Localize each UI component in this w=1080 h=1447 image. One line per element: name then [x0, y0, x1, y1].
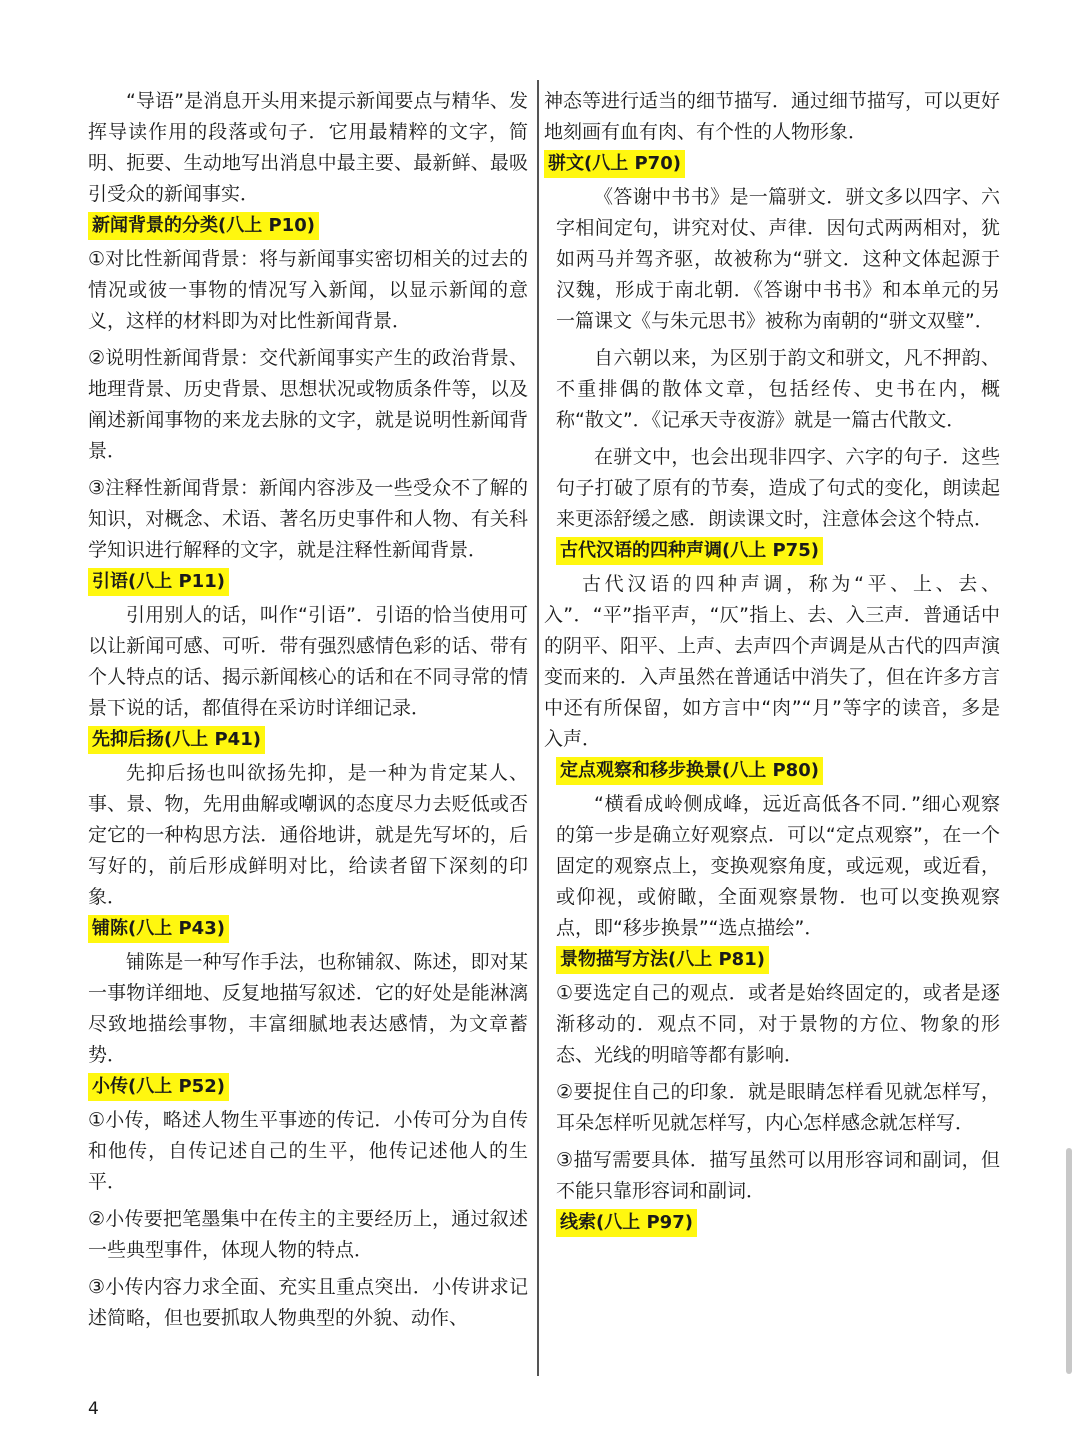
heading-news-background: 新闻背景的分类(八上 P10) [88, 212, 319, 240]
paragraph-biography-3: ③小传内容力求全面、充实且重点突出．小传讲求记述简略，但也要抓取人物典型的外貌、动作、 [88, 1276, 528, 1329]
parallel-prose-block [544, 182, 1000, 569]
heading-clue: 线索(八上 P97) [556, 1209, 697, 1237]
paragraph-scenery-3: ③描写需要具体．描写虽然可以用形容词和副词，但不能只靠形容词和副词． [556, 1149, 1000, 1202]
paragraph-four-tones: 古代汉语的四种声调，称为“平、上、去、入”．“平”指平声，“仄”指上、去、入三声．普通话中的阴平、阳平、上声、去声四个声调是从古代的四声演变而来的．入声虽然在普通话中消失了，但在许多方言中还有所保留，如方言中“肉”“月”等字的读音，多是入声． [544, 573, 1001, 750]
paragraph-bg-contrast: ①对比性新闻背景：将与新闻事实密切相关的过去的情况或彼一事物的情况写入新闻，以显示新闻的意义，这样的材料即为对比性新闻背景． [88, 248, 528, 332]
paragraph-biography-1: ①小传，略述人物生平事迹的传记．小传可分为自传和他传，自传记述自己的生平，他传记述他人的生平． [88, 1109, 528, 1193]
paragraph-quotation: 引用别人的话，叫作“引语”．引语的恰当使用可以让新闻可感、可听．带有强烈感情色彩的话、带有个人特点的话、揭示新闻核心的话和在不同寻常的情景下说的话，都值得在采访时详细记录． [88, 604, 528, 719]
left-column [88, 86, 528, 1334]
paragraph-bg-explanatory: ②说明性新闻背景：交代新闻事实产生的政治背景、地理背景、历史背景、思想状况或物质条件等，以及阐述新闻事物的来龙去脉的文字，就是说明性新闻背景． [88, 347, 528, 462]
heading-short-biography: 小传(八上 P52) [88, 1073, 229, 1101]
heading-fixed-point-observation: 定点观察和移步换景(八上 P80) [556, 757, 823, 785]
paragraph-scenery-2: ②要捉住自己的印象．就是眼睛怎样看见就怎样写，耳朵怎样听见就怎样写，内心怎样感念就怎样写． [556, 1081, 1000, 1134]
paragraph-biography-2: ②小传要把笔墨集中在传主的主要经历上，通过叙述一些典型事件，体现人物的特点． [88, 1208, 528, 1261]
paragraph-scenery-1: ①要选定自己的观点．或者是始终固定的，或者是逐渐移动的．观点不同，对于景物的方位、物象的形态、光线的明暗等都有影响． [556, 982, 1000, 1066]
heading-quotation: 引语(八上 P11) [88, 568, 229, 596]
paragraph-parallel-prose-2: 自六朝以来，为区别于韵文和骈文，凡不押韵、不重排偶的散体文章，包括经传、史书在内，概称“散文”．《记承天寺夜游》就是一篇古代散文． [556, 347, 1000, 431]
paragraph-suppress-then-praise: 先抑后扬也叫欲扬先抑，是一种为肯定某人、事、景、物，先用曲解或嘲讽的态度尽力去贬低或否定它的一种构思方法．通俗地讲，就是先写坏的，后写好的，前后形成鲜明对比，给读者留下深刻的印象． [88, 762, 528, 908]
heading-elaboration: 铺陈(八上 P43) [88, 915, 229, 943]
paragraph-elaboration: 铺陈是一种写作手法，也称铺叙、陈述，即对某一事物详细地、反复地描写叙述．它的好处是能淋漓尽致地描绘事物，丰富细腻地表达感情，为文章蓄势． [88, 951, 528, 1066]
paragraph-lead-definition: “导语”是消息开头用来提示新闻要点与精华、发挥导读作用的段落或句子．它用最精粹的文字，简明、扼要、生动地写出消息中最主要、最新鲜、最吸引受众的新闻事实． [88, 90, 528, 205]
heading-scenery-description: 景物描写方法(八上 P81) [556, 946, 769, 974]
paragraph-parallel-prose-3: 在骈文中，也会出现非四字、六字的句子．这些句子打破了原有的节奏，造成了句式的变化，朗读起来更添舒缓之感．朗读课文时，注意体会这个特点． [556, 446, 1000, 530]
paragraph-parallel-prose-1: 《答谢中书书》是一篇骈文．骈文多以四字、六字相间定句，讲究对仗、声律．因句式两两相对，犹如两马并驾齐驱，故被称为“骈文．这种文体起源于汉魏，形成于南北朝．《答谢中书书》和本单元的另一篇课文《与朱元思书》被称为南朝的“骈文双璧”． [556, 186, 1000, 332]
observation-block [544, 755, 1000, 1241]
column-divider [537, 80, 539, 1376]
heading-four-tones: 古代汉语的四种声调(八上 P75) [556, 537, 823, 565]
scrollbar-thumb[interactable] [1066, 1148, 1072, 1374]
paragraph-biography-continued: 神态等进行适当的细节描写．通过细节描写，可以更好地刻画有血有肉、有个性的人物形象． [544, 90, 1001, 143]
paragraph-observation: “横看成岭侧成峰，远近高低各不同．”细心观察的第一步是确立好观察点．可以“定点观察”，在一个固定的观察点上，变换观察角度，或远观，或近看，或仰视，或俯瞰，全面观察景物．也可以变换观察点，即“移步换景”“选点描绘”． [556, 793, 1000, 939]
paragraph-bg-annotative: ③注释性新闻背景：新闻内容涉及一些受众不了解的知识，对概念、术语、著名历史事件和人物、有关科学知识进行解释的文字，就是注释性新闻背景． [88, 477, 528, 561]
heading-suppress-then-praise: 先抑后扬(八上 P41) [88, 726, 265, 754]
heading-parallel-prose: 骈文(八上 P70) [544, 150, 685, 178]
page-number: 4 [88, 1399, 99, 1419]
right-column [544, 86, 1000, 1241]
